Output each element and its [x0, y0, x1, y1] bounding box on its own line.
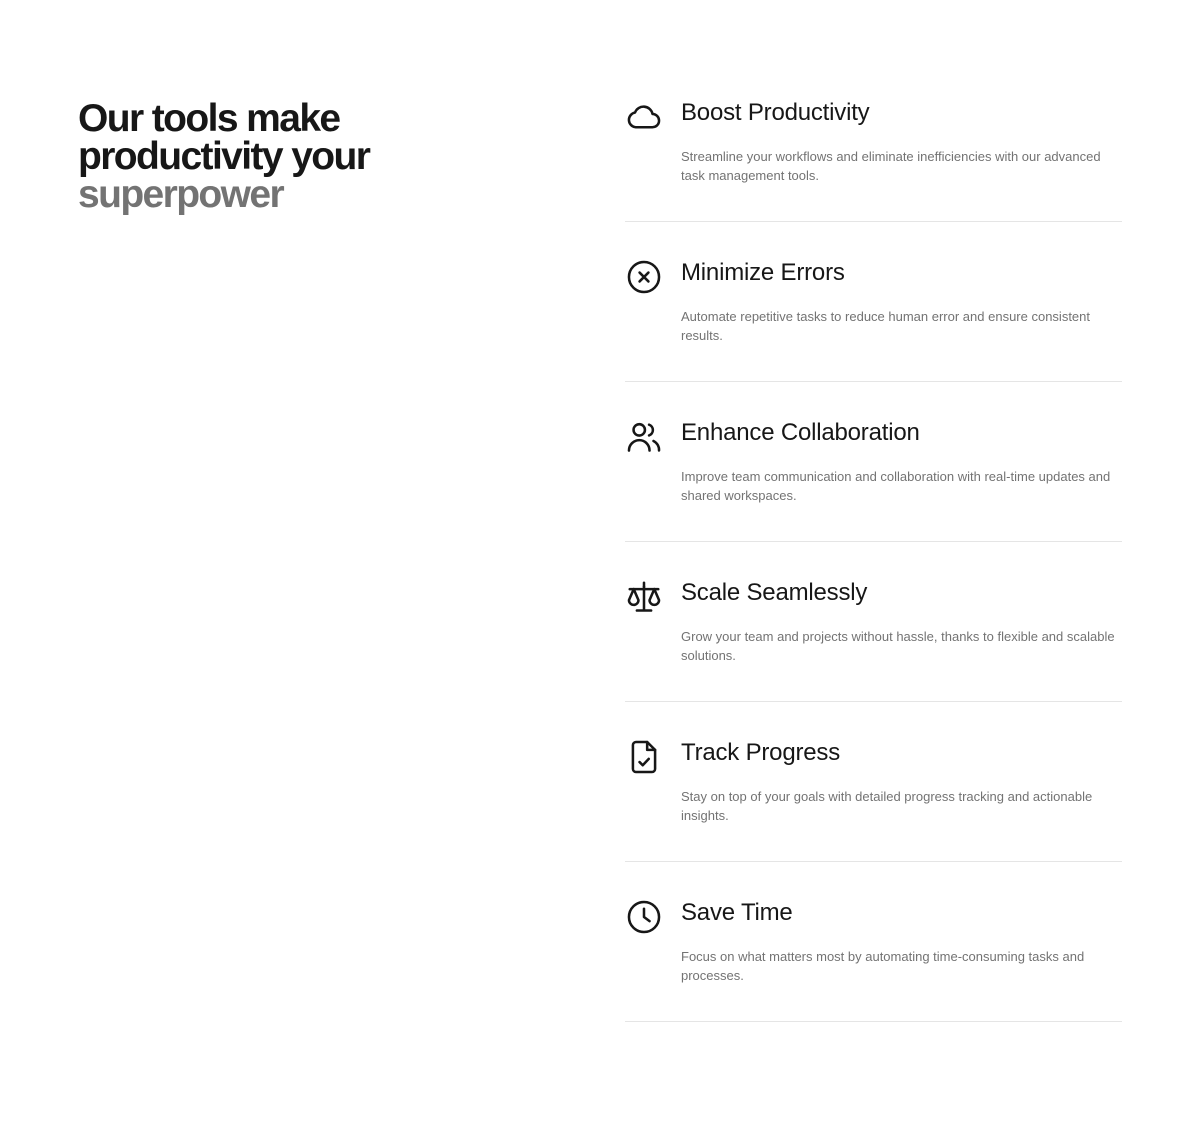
feature-title: Track Progress [681, 739, 841, 766]
feature-item-boost-productivity [625, 62, 1122, 222]
feature-description: Automate repetitive tasks to reduce human error and ensure consistent results. [681, 309, 1090, 343]
feature-description: Stay on top of your goals with detailed progress tracking and actionable insights. [681, 789, 1093, 823]
scale-icon [625, 578, 663, 616]
feature-description: Streamline your workflows and eliminate inefficiencies with our advanced task management tools. [681, 149, 1101, 183]
feature-description: Improve team communication and collaboration with real-time updates and shared workspaces. [681, 469, 1111, 503]
file-check-icon [625, 738, 663, 776]
feature-title: Save Time [681, 899, 793, 926]
headline-line-3: superpower [78, 173, 284, 216]
feature-description: Grow your team and projects without hassle, thanks to flexible and scalable solutions. [681, 629, 1115, 663]
headline-line-2: productivity your [78, 135, 370, 178]
feature-item-minimize-errors [625, 222, 1122, 382]
feature-item-scale-seamlessly [625, 542, 1122, 702]
feature-item-enhance-collaboration [625, 382, 1122, 542]
x-circle-icon [625, 258, 663, 296]
feature-title: Boost Productivity [681, 99, 870, 126]
feature-item-save-time [625, 862, 1122, 1022]
section-headline [78, 97, 538, 216]
feature-title: Enhance Collaboration [681, 419, 920, 446]
headline-line-1: Our tools make [78, 97, 340, 140]
feature-description: Focus on what matters most by automating time-consuming tasks and processes. [681, 949, 1085, 983]
clock-icon [625, 898, 663, 936]
users-icon [625, 418, 663, 456]
feature-list [625, 62, 1122, 1022]
cloud-icon [625, 98, 663, 136]
feature-item-track-progress [625, 702, 1122, 862]
feature-title: Minimize Errors [681, 259, 845, 286]
feature-title: Scale Seamlessly [681, 579, 868, 606]
